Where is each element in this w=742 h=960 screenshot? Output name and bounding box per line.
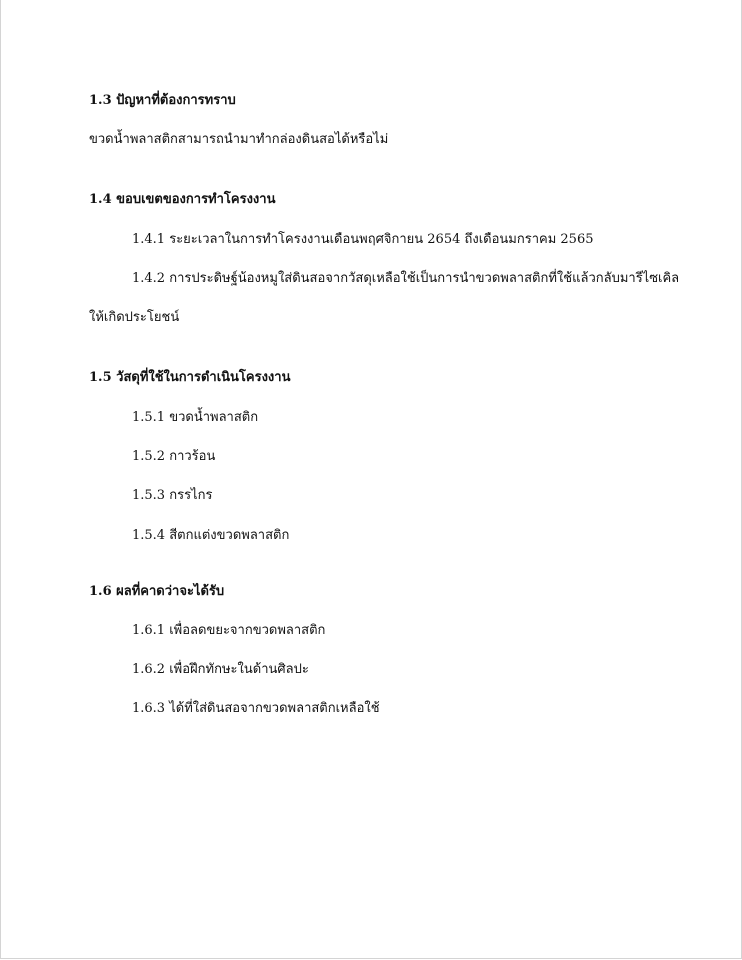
list-item-1-6-1: 1.6.1 เพื่อลดขยะจากขวดพลาสติก [132, 623, 326, 638]
list-item-1-5-1: 1.5.1 ขวดน้ำพลาสติก [132, 410, 259, 425]
list-item-1-4-2: 1.4.2 การประดิษฐ์น้องหมูใส่ดินสอจากวัสดุเหลือใช้เป็นการนำขวดพลาสติกที่ใช้แล้วกลับมารีไซเคิล [132, 271, 680, 286]
list-item-1-6-2: 1.6.2 เพื่อฝึกทักษะในด้านศิลปะ [132, 662, 309, 677]
section-heading-1-5: 1.5 วัสดุที่ใช้ในการดำเนินโครงงาน [89, 370, 291, 385]
section-body-1-3: ขวดน้ำพลาสติกสามารถนำมาทำกล่องดินสอได้หรือไม่ [89, 132, 389, 147]
list-item-1-4-2-continued: ให้เกิดประโยชน์ [89, 310, 180, 325]
list-item-1-5-3: 1.5.3 กรรไกร [132, 488, 213, 503]
list-item-1-5-4: 1.5.4 สีตกแต่งขวดพลาสติก [132, 528, 290, 543]
list-item-1-6-3: 1.6.3 ได้ที่ใส่ดินสอจากขวดพลาสติกเหลือใช้ [132, 701, 380, 716]
section-heading-1-3: 1.3 ปัญหาที่ต้องการทราบ [89, 93, 236, 108]
section-heading-1-4: 1.4 ขอบเขตของการทำโครงงาน [89, 192, 276, 207]
list-item-1-4-1: 1.4.1 ระยะเวลาในการทำโครงงานเดือนพฤศจิกายน 2654 ถึงเดือนมกราคม 2565 [132, 232, 594, 247]
section-heading-1-6: 1.6 ผลที่คาดว่าจะได้รับ [89, 584, 225, 599]
list-item-1-5-2: 1.5.2 กาวร้อน [132, 449, 216, 464]
